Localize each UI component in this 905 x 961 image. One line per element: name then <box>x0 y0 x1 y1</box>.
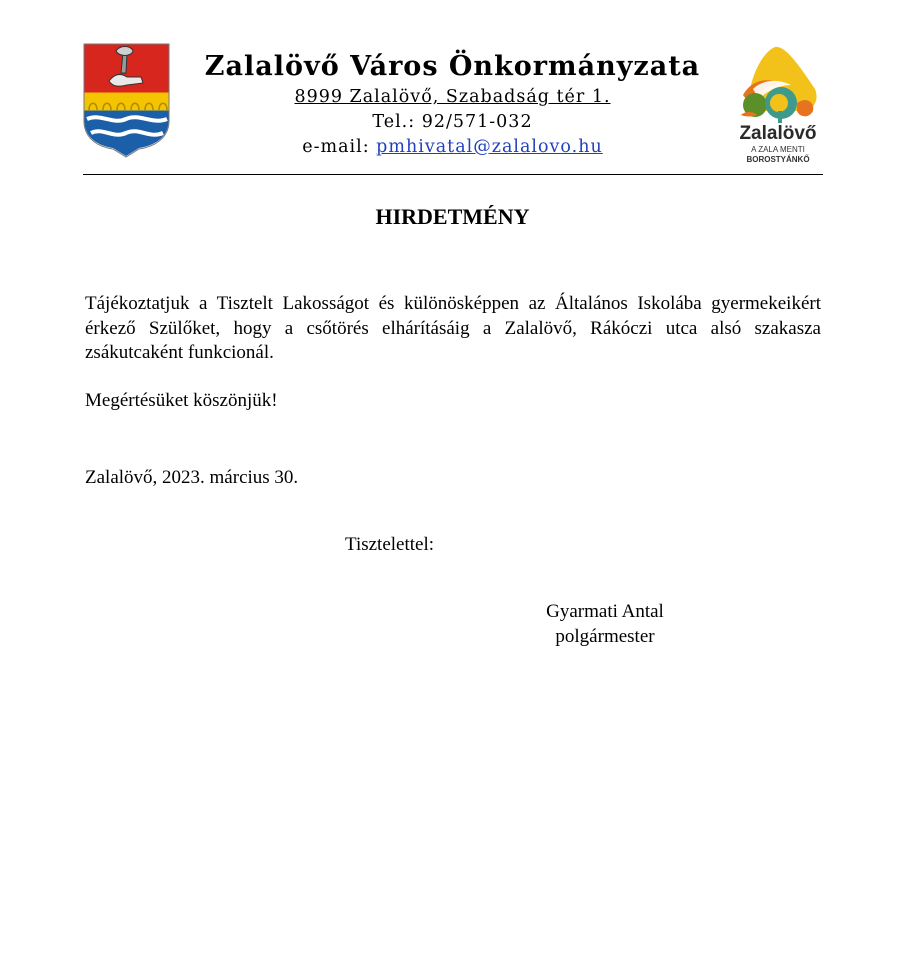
brand-tagline-1: A ZALA MENTI <box>751 145 805 154</box>
organization-email-line <box>200 135 705 160</box>
organization-phone: Tel.: 92/571-032 <box>372 112 533 132</box>
document-title: HIRDETMÉNY <box>375 204 530 229</box>
email-link[interactable]: pmhivatal@zalalovo.hu <box>376 137 603 157</box>
signer-name: Gyarmati Antal <box>546 601 664 622</box>
signature-block <box>520 600 690 649</box>
closing-greeting: Tisztelettel: <box>345 534 435 555</box>
organization-address: 8999 Zalalövő, Szabadság tér 1. <box>294 87 611 107</box>
thanks-line: Megértésüket köszönjük! <box>85 390 278 411</box>
brand-tagline-2: BOROSTYÁNKŐ <box>746 155 810 164</box>
brand-text <box>730 123 826 165</box>
letterhead <box>200 50 705 160</box>
notice-body: Tájékoztatjuk a Tisztelt Lakosságot és különösképpen az Általános Iskolába gyermekeikért érkező Szülőket, hogy a csőtörés elhárításáig a Zalalövő, Rákóczi utca alsó szakasza zsákutcaként funkcionál. <box>85 293 821 363</box>
email-label: e-mail: <box>302 137 377 157</box>
dateline: Zalalövő, 2023. március 30. <box>85 467 299 488</box>
organization-name: Zalalövő Város Önkormányzata <box>204 51 701 82</box>
coat-of-arms-icon <box>83 43 170 159</box>
brand-name: Zalalövő <box>739 123 817 144</box>
signer-title: polgármester <box>555 625 655 647</box>
header-divider <box>83 174 823 175</box>
